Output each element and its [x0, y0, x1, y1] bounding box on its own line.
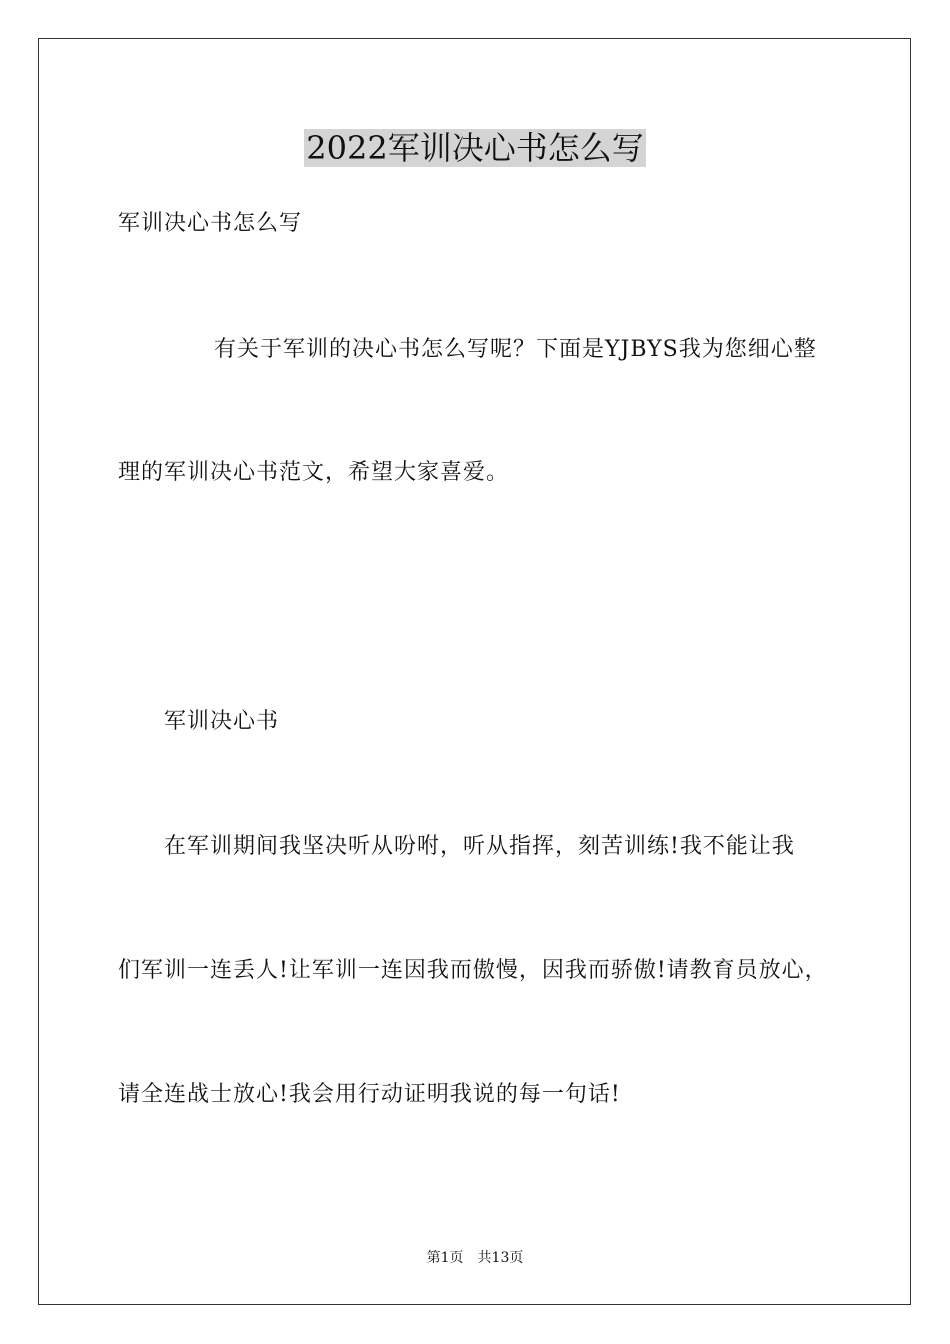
document-title [0, 128, 950, 168]
section-heading: 军训决心书 [164, 709, 280, 734]
body-paragraph-line-3: 请全连战士放心!我会用行动证明我说的每一句话! [118, 1082, 621, 1107]
page-footer [0, 1249, 950, 1267]
page-total: 共13页 [477, 1250, 524, 1266]
page-number: 第1页 [426, 1250, 464, 1266]
intro-paragraph-line-2: 理的军训决心书范文，希望大家喜爱。 [118, 460, 510, 485]
body-paragraph-line-1: 在军训期间我坚决听从吩咐，听从指挥，刻苦训练!我不能让我 [164, 834, 795, 859]
body-paragraph-line-2: 们军训一连丢人!让军训一连因我而傲慢，因我而骄傲!请教育员放心， [118, 958, 828, 983]
document-subtitle: 军训决心书怎么写 [118, 211, 303, 236]
document-title-text: 2022军训决心书怎么写 [306, 129, 644, 167]
intro-paragraph-line-1: 有关于军训的决心书怎么写呢？下面是YJBYS我为您细心整 [214, 337, 817, 362]
